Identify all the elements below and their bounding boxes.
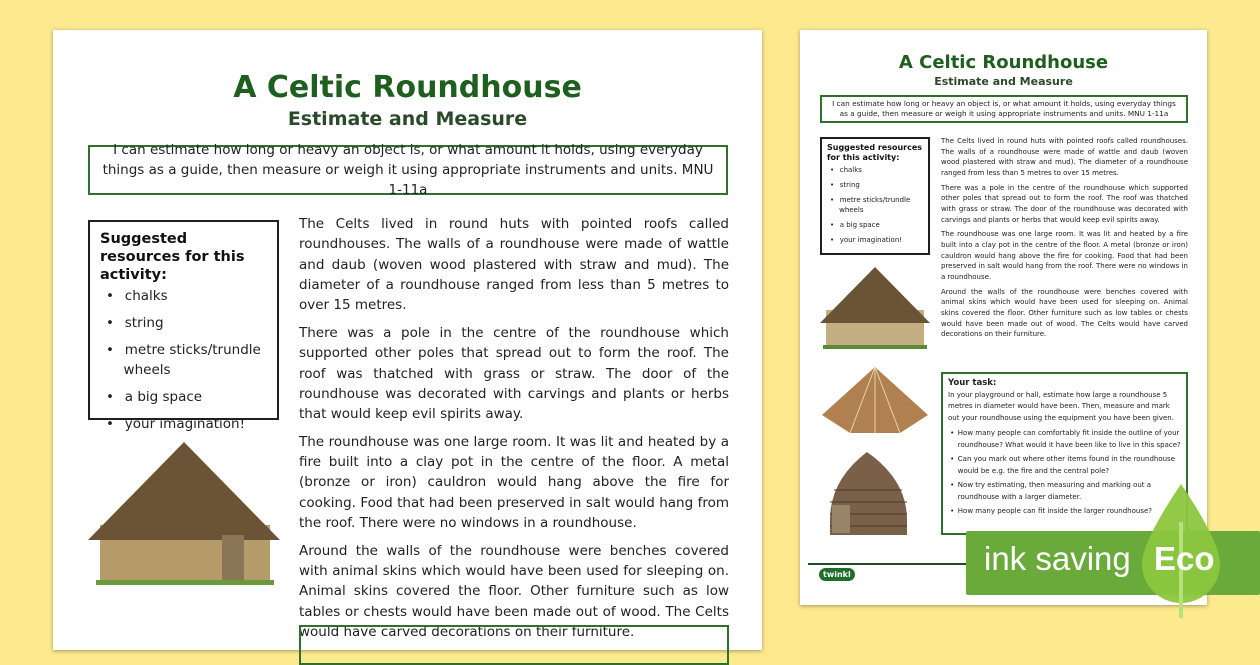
learning-objective: I can estimate how long or heavy an object is, or what amount it holds, using everyday things as a guide, then measure or weigh it using appropriate instruments and units. MNU 1-11a — [820, 95, 1188, 123]
page-title: A Celtic Roundhouse — [898, 52, 1109, 73]
task-item: • Now try estimating, then measuring and marking out a roundhouse with a larger diameter. — [948, 480, 1181, 503]
resources-heading: Suggested resources for this activity: — [100, 231, 245, 283]
task-item: • Can you mark out where other items found in the roundhouse would be e.g. the fire and the central pole? — [948, 454, 1181, 477]
paragraph: Around the walls of the roundhouse were benches covered with animal skins which would have been used for sleeping on. Animal skins covered the floor. Other furniture such as low tables or chests would have been made out of wood. The Celts would have carved decorations on their furniture. — [299, 542, 729, 640]
resource-item: • metre sticks/trundle wheels — [106, 340, 267, 380]
resource-item: • chalks — [106, 286, 267, 306]
roundhouse-interior-illustration — [820, 365, 930, 435]
learning-objective: I can estimate how long or heavy an object is, or what amount it holds, using everyday things as a guide, then measure or weigh it using appropriate instruments and units. MNU 1-11a — [88, 145, 728, 195]
resource-item: • chalks — [830, 165, 923, 175]
task-item: • How many people can fit inside the larger roundhouse? — [948, 506, 1181, 518]
resource-item: • your imagination! — [830, 235, 923, 245]
paragraph: There was a pole in the centre of the roundhouse which supported other poles that spread out to form the roof. The roof was thatched with grass or straw. The door of the roundhouse was decorated with carvings and plants or herbs that would keep evil spirits away. — [941, 183, 1188, 224]
task-intro: In your playground or hall, estimate how large a roundhouse 5 metres in diameter would have been. Then, measure and mark out your roundhouse using the equipment you have been given. — [948, 390, 1174, 422]
resource-item: • string — [830, 180, 923, 190]
twinkl-logo: twinkl — [819, 568, 855, 581]
roundhouse-illustration — [88, 440, 280, 590]
body-text — [941, 136, 1188, 344]
paragraph: There was a pole in the centre of the roundhouse which supported other poles that spread out to form the roof. The roof was thatched with grass or straw. The door of the roundhouse was decorated with carvings and plants or herbs that would keep evil spirits away. — [299, 324, 729, 423]
roundhouse-exterior-illustration — [820, 265, 930, 350]
page-subtitle: Estimate and Measure — [934, 75, 1073, 88]
ink-saving-label: ink saving — [984, 540, 1131, 577]
roundhouse-woven-illustration — [822, 450, 912, 550]
eco-label: Eco — [1154, 540, 1215, 577]
body-text — [299, 214, 729, 650]
resources-heading: Suggested resources for this activity: — [827, 143, 923, 162]
paragraph: Around the walls of the roundhouse were benches covered with animal skins which would have been used for sleeping on. Animal skins covered the floor. Other furniture such as low tables or chests would have been made out of wood. The Celts would have carved decorations on their furniture. — [941, 287, 1188, 339]
task-heading: Your task: — [948, 378, 997, 388]
resources-box — [88, 220, 279, 432]
paragraph: The Celts lived in round huts with pointed roofs called roundhouses. The walls of a roundhouse were made of wattle and daub (woven wood plastered with straw and mud). The diameter of a roundhouse ranged from less than 5 metres to over 15 metres. — [299, 216, 729, 314]
paragraph: The roundhouse was one large room. It was lit and heated by a fire built into a clay pot in the centre of the floor. A metal (bronze or iron) cauldron would hang above the fire for cooking. Food that had been preserved in salt would hang from the roof. There were no windows in a roundhouse. — [941, 230, 1188, 282]
resource-item: • metre sticks/trundle wheels — [830, 195, 923, 215]
page-title: A Celtic Roundhouse — [233, 70, 582, 105]
resource-item: • string — [106, 313, 267, 333]
page-subtitle: Estimate and Measure — [287, 108, 528, 130]
worksheet-preview-large — [53, 30, 762, 650]
resources-box — [820, 137, 930, 255]
resource-item: • a big space — [830, 220, 923, 230]
resource-item: • a big space — [106, 387, 267, 407]
task-item: • How many people can comfortably fit inside the outline of your roundhouse? What would it have been like to live in this space? — [948, 428, 1181, 451]
paragraph: The Celts lived in round huts with pointed roofs called roundhouses. The walls of a roundhouse were made of wattle and daub (woven wood plastered with straw and mud). The diameter of a roundhouse ranged from less than 5 metres to over 15 metres. — [941, 137, 1188, 178]
task-box-partial — [299, 625, 729, 665]
paragraph: The roundhouse was one large room. It was lit and heated by a fire built into a clay pot in the centre of the floor. A metal (bronze or iron) cauldron would hang above the fire for cooking. Food that had been preserved in salt would hang from the roof. There were no windows in a roundhouse. — [299, 433, 729, 531]
resource-item: • your imagination! — [106, 414, 267, 434]
